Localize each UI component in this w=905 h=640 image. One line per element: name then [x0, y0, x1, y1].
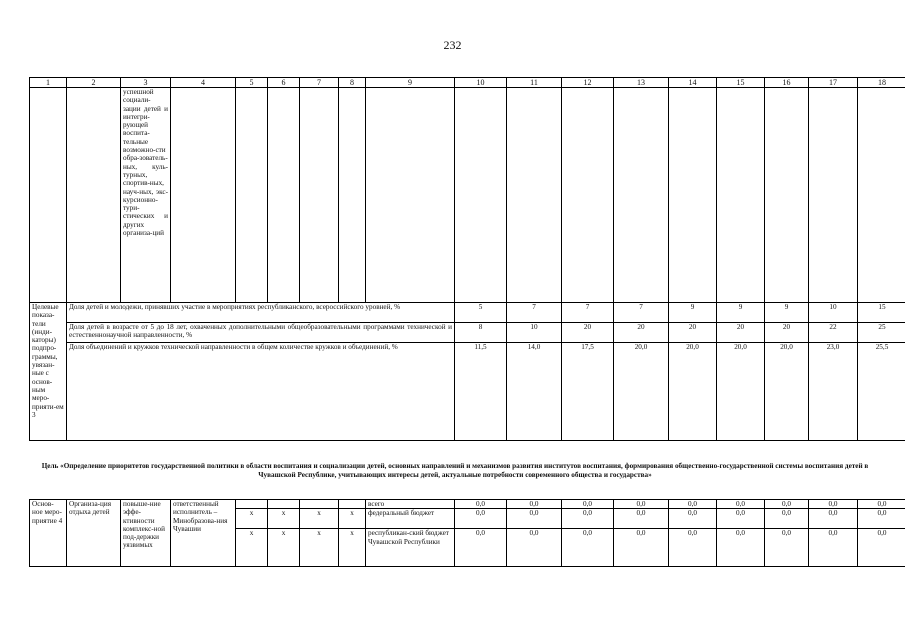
indicator-value: 7 — [507, 303, 562, 323]
funding-value: 0,0 — [455, 529, 507, 567]
col-number: 3 — [121, 78, 171, 88]
funding-source: федеральный бюджет — [366, 509, 455, 529]
col-number: 5 — [236, 78, 268, 88]
indicator-value: 20,0 — [765, 343, 809, 441]
funding-value: 0,0 — [717, 509, 765, 529]
funding-value: 0,0 — [455, 509, 507, 529]
col-number: 8 — [339, 78, 366, 88]
goal-heading: Цель «Определение приоритетов государственной политики в области воспитания и социализации детей, основных направлений и механизмов развития институтов воспитания, формирования общественно-государственной системы воспитания детей в Чувашской Республике, учитывающих интересы детей, актуальные потребности современного общества и государства» — [41, 462, 869, 479]
indicator-row — [30, 343, 905, 441]
funding-value: 0,0 — [809, 500, 858, 509]
mark-cell: x — [268, 529, 300, 567]
mark-cell: x — [339, 529, 366, 567]
col-number: 10 — [455, 78, 507, 88]
funding-value: 0,0 — [507, 529, 562, 567]
indicator-value: 11,5 — [455, 343, 507, 441]
funding-value: 0,0 — [858, 529, 905, 567]
funding-value: 0,0 — [614, 500, 669, 509]
col-number: 17 — [809, 78, 858, 88]
funding-value: 0,0 — [614, 509, 669, 529]
column-number-row — [30, 78, 905, 88]
indicator-text: Доля детей и молодежи, принявших участие в мероприятиях республиканского, всероссийского уровней, % — [67, 303, 455, 323]
funding-value: 0,0 — [614, 529, 669, 567]
indicator-value: 25 — [858, 323, 905, 343]
funding-value: 0,0 — [562, 529, 614, 567]
mark-cell — [236, 500, 268, 509]
indicator-value: 10 — [507, 323, 562, 343]
col-number: 1 — [30, 78, 67, 88]
col-number: 4 — [171, 78, 236, 88]
mark-cell — [300, 500, 339, 509]
funding-value: 0,0 — [507, 500, 562, 509]
indicator-value: 20 — [717, 323, 765, 343]
funding-source: республикан-ский бюджет Чувашской Республики — [366, 529, 455, 567]
funding-value: 0,0 — [809, 529, 858, 567]
mark-cell: x — [268, 509, 300, 529]
mark-cell: x — [300, 509, 339, 529]
indicator-value: 10 — [809, 303, 858, 323]
funding-value: 0,0 — [765, 529, 809, 567]
responsible-executor-cell: ответственный исполнитель – Минобразова-ния Чувашии — [171, 500, 236, 567]
col-number: 16 — [765, 78, 809, 88]
measure-task-cell: повыше-ние эффе-ктивности комплекс-ной под-держки уязвимых — [121, 500, 171, 567]
indicator-value: 17,5 — [562, 343, 614, 441]
funding-source: всего — [366, 500, 455, 509]
indicator-value: 20,0 — [614, 343, 669, 441]
program-table-bottom — [29, 499, 905, 567]
indicator-text: Доля детей в возрасте от 5 до 18 лет, охваченных дополнительными общеобразовательными программами технической и естественнонаучной направленности, % — [67, 323, 455, 343]
indicator-value: 9 — [669, 303, 717, 323]
col-number: 9 — [366, 78, 455, 88]
mark-cell: x — [339, 509, 366, 529]
indicator-value: 20,0 — [669, 343, 717, 441]
targets-label-cell: Целевые показа-тели (инди-каторы) подпро-граммы, увязан-ные с основ-ным меро-прияти-ем 3 — [30, 303, 67, 441]
col-number: 14 — [669, 78, 717, 88]
funding-value: 0,0 — [858, 509, 905, 529]
funding-value: 0,0 — [507, 509, 562, 529]
measure-description-cell: успешной социали-зации детей и интегри-рующей воспита-тельные возможно-сти обра-зователь-ных, куль-турных, спортив-ных, науч-ных, экс-курсионно-тури-стических и других организа-ций — [121, 88, 171, 303]
indicator-value: 7 — [562, 303, 614, 323]
indicator-value: 20 — [765, 323, 809, 343]
funding-value: 0,0 — [669, 500, 717, 509]
funding-value: 0,0 — [669, 529, 717, 567]
col-number: 12 — [562, 78, 614, 88]
mark-cell: x — [300, 529, 339, 567]
indicator-value: 8 — [455, 323, 507, 343]
indicator-value: 20 — [562, 323, 614, 343]
col-number: 18 — [858, 78, 905, 88]
funding-row — [30, 500, 905, 509]
mark-cell: x — [236, 509, 268, 529]
col-number: 15 — [717, 78, 765, 88]
mark-cell: x — [236, 529, 268, 567]
col-number: 7 — [300, 78, 339, 88]
indicator-value: 14,0 — [507, 343, 562, 441]
indicator-value: 20 — [614, 323, 669, 343]
indicator-value: 25,5 — [858, 343, 905, 441]
funding-value: 0,0 — [717, 529, 765, 567]
funding-value: 0,0 — [717, 500, 765, 509]
measure-number-cell: Основ-ное меро-приятие 4 — [30, 500, 67, 567]
indicator-value: 5 — [455, 303, 507, 323]
page-number: 232 — [443, 38, 462, 52]
funding-value: 0,0 — [765, 500, 809, 509]
indicator-value: 23,0 — [809, 343, 858, 441]
indicator-value: 20 — [669, 323, 717, 343]
measure-name-cell: Организа-ция отдыха детей — [67, 500, 121, 567]
program-table-top — [29, 77, 905, 441]
continuation-row — [30, 88, 905, 303]
col-number: 2 — [67, 78, 121, 88]
indicator-value: 7 — [614, 303, 669, 323]
funding-value: 0,0 — [765, 509, 809, 529]
indicator-row — [30, 303, 905, 323]
indicator-value: 15 — [858, 303, 905, 323]
indicator-row — [30, 323, 905, 343]
col-number: 13 — [614, 78, 669, 88]
mark-cell — [339, 500, 366, 509]
indicator-value: 9 — [765, 303, 809, 323]
indicator-text: Доля объединений и кружков технической направленности в общем количестве кружков и объединений, % — [67, 343, 455, 441]
funding-value: 0,0 — [858, 500, 905, 509]
funding-value: 0,0 — [562, 509, 614, 529]
indicator-value: 9 — [717, 303, 765, 323]
col-number: 11 — [507, 78, 562, 88]
funding-value: 0,0 — [669, 509, 717, 529]
indicator-value: 20,0 — [717, 343, 765, 441]
funding-value: 0,0 — [455, 500, 507, 509]
mark-cell — [268, 500, 300, 509]
indicator-value: 22 — [809, 323, 858, 343]
funding-value: 0,0 — [809, 509, 858, 529]
col-number: 6 — [268, 78, 300, 88]
funding-value: 0,0 — [562, 500, 614, 509]
